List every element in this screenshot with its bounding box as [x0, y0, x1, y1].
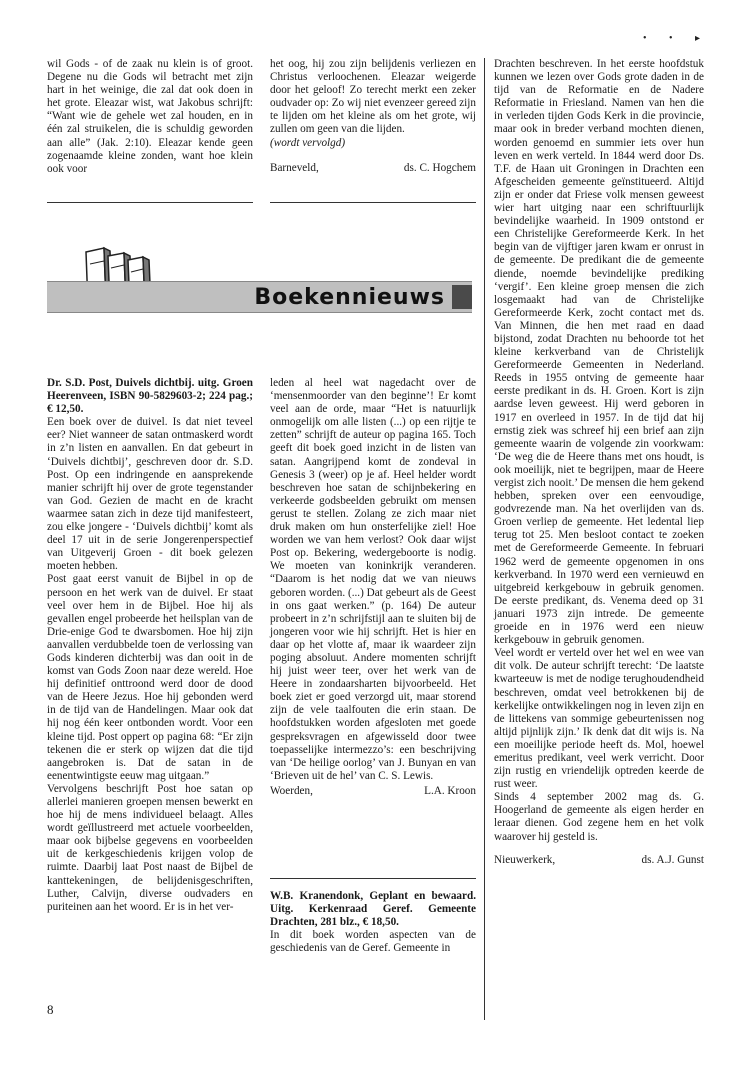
review1-column-2 — [270, 377, 476, 798]
col1-top-paragraph: wil Gods - of de zaak nu klein is of groot. Degene nu die Gods wil betracht met zijn hart in het weinige, die zal dat ook doen in het grote. Eleazar wist, wat Jakobus schrijft: “Want wie de gehele wet zal houden, en in één zal struikelen, die is schuldig geworden aan alle” (Jak. 2:10). Eleazar kende geen zogenaamde kleine zonden, want hoe klein ook voor — [47, 58, 253, 175]
section-title: Boekennieuws — [254, 284, 445, 310]
signature-author: ds. C. Hogchem — [403, 161, 476, 174]
column-2-top-text — [270, 58, 476, 175]
col2-top-rule — [270, 202, 476, 203]
review1-continued: leden al heel wat nagedacht over de ‘mensenmoorder van den beginne’! Er komt veel aan de orde, maar “Het is natuurlijk onmogelijk om alle listen (...) op een rijtje te zetten” schrijft de auteur op pagina 165. Toch geeft dit boek goed inzicht in de listen van satan. Aangrijpend komt de zondeval in Genesis 3 (weer) op je af. Heel helder wordt beschreven hoe satan de schijnbekering en verkeerde godsbeelden gebruikt om mensen gerust te stellen. Zolang ze zich maar niet druk maken om hun onsterfelijke ziel! Hoe worden we van hem verlost? Ook daar wijst Post op. Bekering, wedergeboorte is nodig. We moeten van koninkrijk veranderen. “Daarom is het nodig dat we van nieuws geboren worden. (...) Dat gebeurt als de Geest in ons gaat werken.” (p. 164) De auteur probeert in z’n schrijfstijl aan te sluiten bij de jongeren voor wie hij schrijft. Het is hier en daar op het vlotte af, maar ik waardeer zijn poging absoluut. Andere momenten schrijft hij juist weer teer, over het werk van de Heere in zondaarsharten bijvoorbeeld. Het boek ziet er goed verzorgd uit, maar storend zijn de vele taalfouten die erin staan. De hoofdstukken worden afgesloten met goede gespreksvragen en afgewisseld door twee toepasselijke intermezzo’s: een beschrijving van ‘De heilige oorlog’ van J. Bunyan en van ‘Brieven uit de hel’ van C. S. Lewis. — [270, 377, 476, 782]
signature-place: Barneveld, — [270, 161, 319, 174]
review2-paragraph-1: Drachten beschreven. In het eerste hoofdstuk kunnen we lezen over Gods grote daden in de tijd van de Reformatie en de Nadere Reformatie in Friesland. Namen van hen die in verleden tijden Gods Kerk in die provincie, maar ook in breder verband mochten dienen, worden genoemd en summier iets over hun leven en werk verteld. In 1844 werd door Ds. T.F. de Haan uit Groningen in Drachten een Afgescheiden gemeente geïnstitueerd. Altijd zijn er onder dat Friese volk mensen geweest wier hart uitging naar een schriftuurlijk bevindelijke waarheid. In 1909 ontstond er een Christelijke Gereformeerde Kerk. In het begin van de vijftiger jaren kwam er onrust in de gemeente. De predikant die de gemeente diende, noemde bevindelijke prediking ‘vergif’. Een kleine groep mensen die zich losgemaakt had van de Christelijke Gereformeerde Kerk, zocht contact met ds. Van Minnen, die hen met raad en daad bijstond, zodat Drachten nu behoorde tot het kleine kerkverband van de Christelijk Gereformeerde Gemeenten in Nederland. Reeds in 1955 ontving de gemeente haar eerste predikant in ds. H. Groen. Kort is zijn aardse leven geweest. Hij werd geboren in 1917 en overleed in 1957. In de tijd dat hij ernstig ziek was schreef hij een brief aan zijn gemeente waarin de volgende zin voorkwam: ‘De weg die de Heere thans met ons houdt, is ook moeilijk, niet te begrijpen, maar de Heere vergist zich nooit.’ De mensen die hem gekend hebben, spreken over een eenvoudige, godvrezende man. Na het overlijden van ds. Groen verliep de gemeente. Het ledental liep terug tot 25. Men besloot contact te zoeken met de Gereformeerde Gemeente. In februari 1962 werd de gemeente opgenomen in ons kerkverband. In 1970 werd een vernieuwd en uitgebreid kerkgebouw in gebruik genomen. De eerste predikant, ds. Venema deed op 31 januari 1973 zijn intrede. De gemeente groeide en in 1976 werd een nieuw kerkgebouw in gebruik genomen. — [494, 58, 704, 647]
review2-paragraph-3: Sinds 4 september 2002 mag ds. G. Hoogerland de gemeente als eigen herder en leraar dienen. God zegene hem en het volk waarover hij gesteld is. — [494, 791, 704, 843]
signature-kroon — [270, 785, 476, 798]
review1-end-rule — [270, 878, 476, 879]
column-3-left-rule — [484, 58, 485, 1020]
review1-paragraph-3: Vervolgens beschrijft Post hoe satan op allerlei manieren groepen mensen bewerkt en hoe hij de mens individueel belaagt. Alles wordt geïllustreerd met actuele voorbeelden, maar ook bijbelse gegevens en voorbeelden uit de kerkgeschiedenis krijgen volop de ruimte. Daarbij laat Post naast de Bijbel de kanttekeningen, de belijdenisgeschriften, Luther, Calvijn, diverse oudvaders en puriteinen aan het woord. Er is in het ver- — [47, 782, 253, 913]
review2-column-2 — [270, 890, 476, 955]
column-3-text — [494, 58, 704, 867]
review2-heading: W.B. Kranendonk, Geplant en bewaard. Uitg. Kerkenraad Geref. Gemeente Drachten, 281 blz., € 18,50. — [270, 890, 476, 929]
page-number: 8 — [47, 1002, 54, 1017]
review1-heading: Dr. S.D. Post, Duivels dichtbij. uitg. Groen Heerenveen, ISBN 90-5829603-2; 224 pag.; € 12,50. — [47, 377, 253, 416]
signature-place: Nieuwerkerk, — [494, 853, 556, 866]
col2-top-paragraph: het oog, hij zou zijn belijdenis verliezen en Christus verloochenen. Eleazar weigerde door het geloof! Zo terecht merkt een zeker oudvader op: Zo wij niet evenzeer gereed zijn te lijden om het kleine als om het grote, wij zullen om geen van die lijden. — [270, 58, 476, 136]
banner-block — [452, 285, 472, 309]
review2-paragraph-2: Veel wordt er verteld over het wel en wee van dit volk. De auteur schrijft terecht: ‘De laatste kwarteeuw is met de nodige terughoudendheid beschreven, omdat veel betrokkenen bij de kerkelijke ontwikkelingen nog in leven zijn en de littekens van sommige gebeurtenissen nog altijd pijnlijk zijn.’ Ik denk dat dit wijs is. Na een moeilijke periode heeft ds. Mol, hoewel emeritus predikant, veel werk verricht. Door zijn rustig en vriendelijk optreden keerde de rust weer. — [494, 647, 704, 791]
corner-marks: • • ▸ — [642, 33, 710, 44]
review2-paragraph-start: In dit boek worden aspecten van de geschiedenis van de Geref. Gemeente in — [270, 929, 476, 955]
review1-column-1 — [47, 377, 253, 914]
review1-paragraph-2: Post gaat eerst vanuit de Bijbel in op de persoon en het werk van de duivel. Er staat veel over hem in de Bijbel. Hoe hij als gevallen engel probeerde het heilsplan van de Drie-enige God te dwarsbomen. Hoe hij zijn aanvallen verdubbelde toen de verlossing van Gods kinderen dichterbij was dan ooit in de komst van Gods Zoon naar deze wereld. Hoe hij definitief onttroond werd door de dood van de Heere Jezus. Hoe hij gebonden werd in de tijd van de Handelingen. Maar ook dat hij nog één keer ontbonden wordt. Voor een kleine tijd. Post oppert op pagina 68: “Er zijn tekenen die er sterk op wijzen dat die tijd aangebroken is. Dat de satan in de eenentwintigste eeuw mag uitgaan.” — [47, 573, 253, 782]
signature-place: Woerden, — [270, 784, 313, 797]
col1-top-rule — [47, 202, 253, 203]
signature-gunst — [494, 854, 704, 867]
signature-hogchem — [270, 162, 476, 175]
review1-paragraph-1: Een boek over de duivel. Is dat niet teveel eer? Niet wanneer de satan ontmaskerd wordt in z’n listen en aanvallen. En dat gebeurt in ‘Duivels dichtbij’, geschreven door dr. S.D. Post. Op een indringende en aansprekende manier schrijft hij over de grote tegenstander van God. Gezien de macht en de kracht waarmee satan zich in deze tijd manifesteert, zou elke jongere - ‘Duivels dichtbij’ komt als deel 17 uit in de serie Jongerenperspectief van Uitgeverij Groen - dit boek gelezen moeten hebben. — [47, 416, 253, 573]
signature-author: ds. A.J. Gunst — [641, 853, 704, 866]
column-1-top-text — [47, 58, 253, 176]
signature-author: L.A. Kroon — [424, 784, 476, 797]
section-banner — [47, 281, 472, 313]
continued-note: (wordt vervolgd) — [270, 136, 346, 149]
